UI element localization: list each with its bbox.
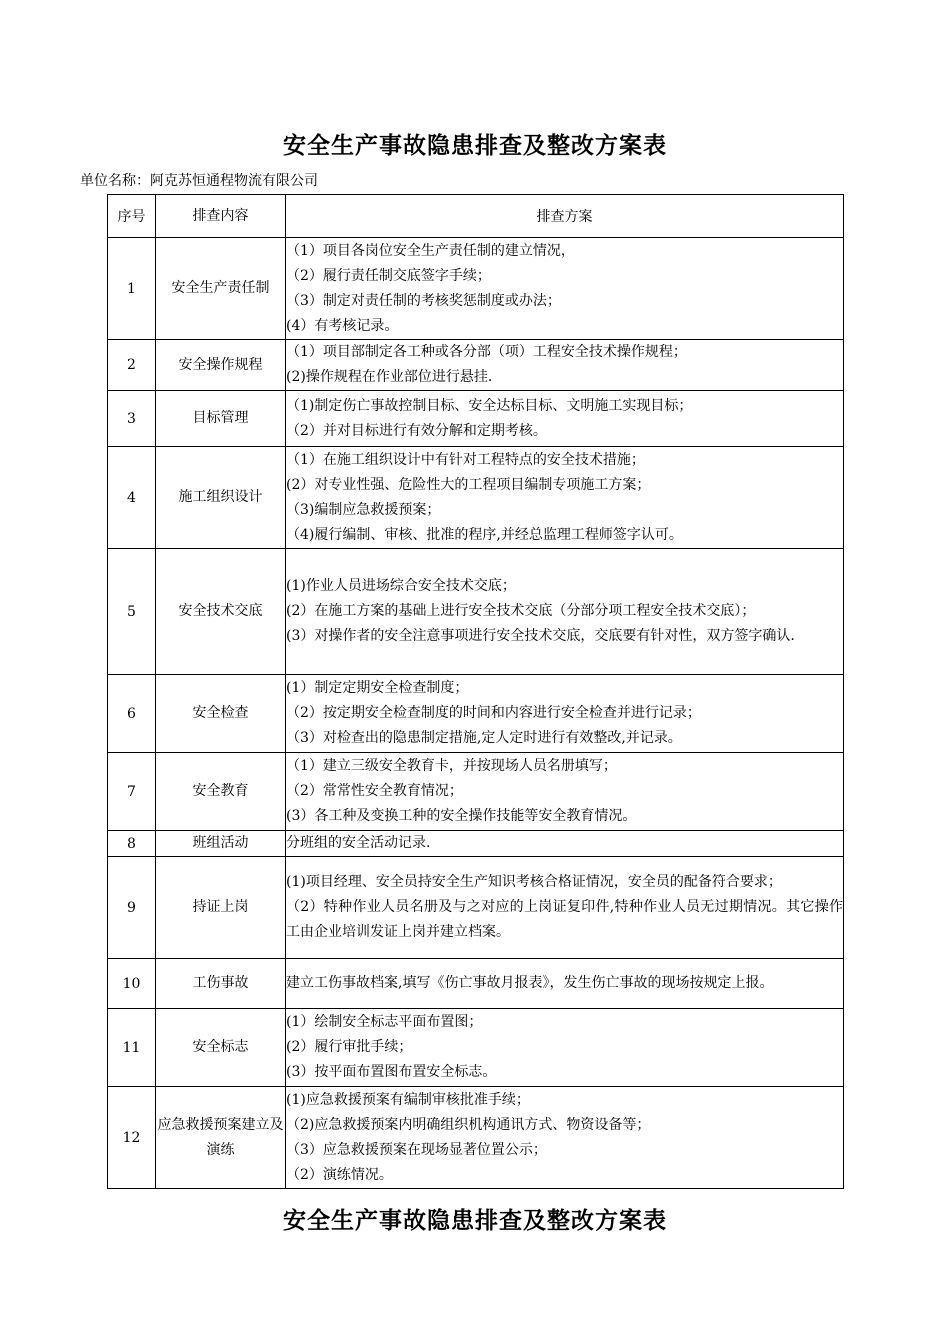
table-row: [108, 549, 844, 675]
row-number: 10: [108, 959, 156, 1009]
table-row: [108, 340, 844, 391]
row-plan: [286, 1087, 844, 1189]
row-number: 3: [108, 391, 156, 447]
plan-line: (1)应急救援预案有编制审核批准手续；: [286, 1091, 530, 1108]
row-plan: [286, 753, 844, 831]
plan-line: （1）项目部制定各工种或各分部（项）工程安全技术操作规程；: [286, 344, 687, 360]
row-plan: [286, 391, 844, 447]
plan-line: （1）在施工组织设计中有针对工程特点的安全技术措施；: [286, 451, 645, 468]
table-row: [108, 857, 844, 959]
plan-line: （3）对检查出的隐患制定措施,定人定时进行有效整改,并记录。: [286, 730, 682, 746]
row-plan: [286, 857, 844, 959]
header-item: 排查内容: [156, 195, 286, 238]
table-row: [108, 1009, 844, 1087]
row-number: 7: [108, 753, 156, 831]
table-row: [108, 675, 844, 753]
header-plan: 排查方案: [286, 195, 844, 238]
plan-line: （2）常常性安全教育情况；: [286, 783, 463, 799]
row-number: 9: [108, 857, 156, 959]
row-plan: [286, 340, 844, 391]
plan-line: 建立工伤事故档案,填写《伤亡事故月报表》，发生伤亡事故的现场按规定上报。: [286, 975, 774, 991]
plan-line: （3）应急救援预案在现场显著位置公示；: [286, 1141, 547, 1158]
row-plan: [286, 238, 844, 340]
row-number: 12: [108, 1087, 156, 1189]
plan-line: (2）对专业性强、危险性大的工程项目编制专项施工方案；: [286, 476, 651, 493]
inspection-table: [107, 194, 844, 1189]
row-plan: [286, 959, 844, 1009]
row-plan: [286, 831, 844, 857]
plan-line: （2）特种作业人员名册及与之对应的上岗证复印件,特种作业人员无过期情况。其它操作工由企业培训发证上岗并建立档案。: [286, 899, 843, 940]
plan-line: (1)项目经理、安全员持安全生产知识考核合格证情况，安全员的配备符合要求；: [286, 874, 782, 890]
row-item: 安全生产责任制: [156, 238, 286, 340]
plan-line: (3）各工种及变换工种的安全操作技能等安全教育情况。: [286, 808, 637, 824]
row-item: 目标管理: [156, 391, 286, 447]
row-number: 4: [108, 447, 156, 549]
row-item: 班组活动: [156, 831, 286, 857]
plan-line: (2）履行审批手续；: [286, 1039, 413, 1055]
table-header-row: [108, 195, 844, 238]
row-item: 应急救援预案建立及演练: [156, 1087, 286, 1189]
plan-line: （3）制定对责任制的考核奖惩制度或办法；: [286, 292, 561, 309]
plan-line: （2）按定期安全检查制度的时间和内容进行安全检查并进行记录；: [286, 705, 701, 721]
row-number: 8: [108, 831, 156, 857]
plan-line: （2）演练情况。: [286, 1166, 393, 1183]
table-row: [108, 753, 844, 831]
row-item: 施工组织设计: [156, 447, 286, 549]
row-item: 持证上岗: [156, 857, 286, 959]
plan-line: 分班组的安全活动记录.: [286, 835, 431, 851]
row-plan: [286, 1009, 844, 1087]
unit-name: 单位名称：阿克苏恒通程物流有限公司: [80, 173, 318, 189]
row-number: 6: [108, 675, 156, 753]
row-number: 1: [108, 238, 156, 340]
table-row: [108, 238, 844, 340]
header-number: 序号: [108, 195, 156, 238]
row-item: 安全技术交底: [156, 549, 286, 675]
plan-line: （1）建立三级安全教育卡，并按现场人员名册填写；: [286, 758, 617, 774]
page-title-repeat: 安全生产事故隐患排查及整改方案表: [283, 1208, 667, 1234]
plan-line: (4）有考核记录。: [286, 317, 399, 334]
plan-line: (1）绘制安全标志平面布置图；: [286, 1014, 483, 1030]
row-item: 安全标志: [156, 1009, 286, 1087]
row-plan: [286, 549, 844, 675]
row-item: 工伤事故: [156, 959, 286, 1009]
plan-line: （1)制定伤亡事故控制目标、安全达标目标、文明施工实现目标；: [286, 397, 693, 414]
page-title: 安全生产事故隐患排查及整改方案表: [283, 133, 667, 159]
plan-line: （2）履行责任制交底签字手续；: [286, 267, 491, 284]
plan-line: (1)作业人员进场综合安全技术交底；: [286, 578, 516, 594]
row-plan: [286, 447, 844, 549]
table-row: [108, 391, 844, 447]
row-number: 11: [108, 1009, 156, 1087]
row-item: 安全检查: [156, 675, 286, 753]
plan-line: (2）在施工方案的基础上进行安全技术交底（分部分项工程安全技术交底）；: [286, 603, 756, 619]
plan-line: （2)应急救援预案内明确组织机构通讯方式、物资设备等；: [286, 1116, 651, 1133]
plan-line: （3)编制应急救援预案；: [286, 501, 441, 518]
plan-line: (3）按平面布置图布置安全标志。: [286, 1064, 497, 1080]
row-number: 2: [108, 340, 156, 391]
plan-line: （4)履行编制、审核、批准的程序,并经总监理工程师签字认可。: [286, 526, 683, 543]
plan-line: (3）对操作者的安全注意事项进行安全技术交底，交底要有针对性，双方签字确认.: [286, 628, 795, 644]
row-plan: [286, 675, 844, 753]
plan-line: (2)操作规程在作业部位进行悬挂.: [286, 369, 493, 385]
table-row: [108, 447, 844, 549]
table-row: [108, 1087, 844, 1189]
plan-line: （1）项目各岗位安全生产责任制的建立情况，: [286, 242, 575, 259]
row-item: 安全操作规程: [156, 340, 286, 391]
plan-line: （2）并对目标进行有效分解和定期考核。: [286, 422, 547, 439]
row-item: 安全教育: [156, 753, 286, 831]
row-number: 5: [108, 549, 156, 675]
table-row: [108, 959, 844, 1009]
table-row: [108, 831, 844, 857]
plan-line: (1）制定定期安全检查制度；: [286, 680, 469, 696]
